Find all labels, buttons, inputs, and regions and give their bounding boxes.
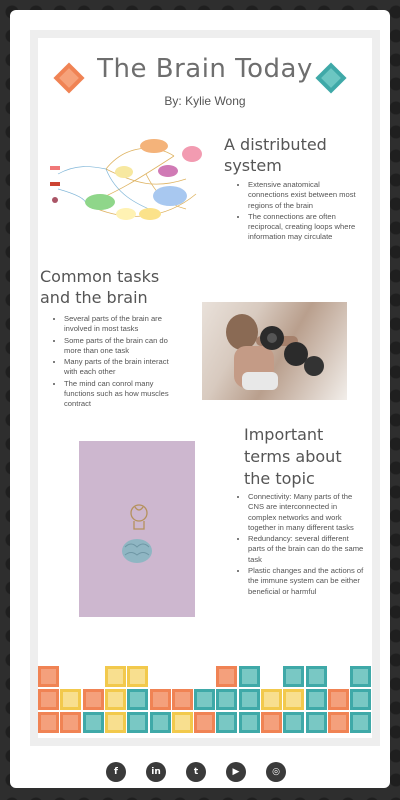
footer-tile bbox=[306, 666, 327, 687]
footer-tile bbox=[105, 666, 126, 687]
footer-tile bbox=[38, 712, 59, 733]
footer-tile bbox=[306, 689, 327, 710]
footer-tile bbox=[239, 689, 260, 710]
distributed-bullets bbox=[236, 180, 360, 244]
poster-title: The Brain Today bbox=[97, 54, 313, 84]
footer-tile bbox=[194, 689, 215, 710]
footer-tile bbox=[127, 689, 148, 710]
list-item: • The connections are often reciprocal, creating loops where information may circulate bbox=[248, 212, 360, 243]
footer-tile bbox=[283, 666, 304, 687]
youtube-icon[interactable]: ▶ bbox=[226, 762, 246, 782]
list-item: • Connectivity: Many parts of the CNS are interconnected in complex networks and work together in many different tasks bbox=[248, 492, 364, 533]
terms-bullets bbox=[236, 492, 364, 598]
list-item: • Some parts of the brain can do more than one task bbox=[64, 336, 176, 357]
footer-tile bbox=[60, 712, 81, 733]
poster-frame bbox=[30, 30, 380, 746]
footer-tile bbox=[127, 712, 148, 733]
tasks-bullets bbox=[52, 314, 176, 411]
footer-tile bbox=[216, 689, 237, 710]
twitter-icon[interactable]: t bbox=[186, 762, 206, 782]
terms-heading: Important terms about the topic bbox=[244, 425, 342, 488]
footer-tile bbox=[38, 689, 59, 710]
footer-tile bbox=[38, 666, 59, 687]
footer-tile bbox=[216, 666, 237, 687]
footer-tile bbox=[261, 689, 282, 710]
facebook-icon[interactable]: f bbox=[106, 762, 126, 782]
list-item: • Many parts of the brain interact with each other bbox=[64, 357, 176, 378]
footer-tile bbox=[216, 712, 237, 733]
footer-tile bbox=[239, 666, 260, 687]
footer-tile bbox=[60, 689, 81, 710]
footer-tile bbox=[350, 689, 371, 710]
footer-tile bbox=[172, 712, 193, 733]
poster-card bbox=[10, 10, 390, 788]
list-item: • Extensive anatomical connections exist between most regions of the brain bbox=[248, 180, 360, 211]
tasks-heading: Common tasks and the brain bbox=[40, 267, 160, 307]
footer-tile bbox=[105, 689, 126, 710]
footer-tile bbox=[127, 666, 148, 687]
footer-tile bbox=[283, 712, 304, 733]
lightbulb-brain-photo-image bbox=[79, 441, 195, 617]
footer-tile bbox=[150, 712, 171, 733]
list-item: • Redundancy: several different parts of the brain can do the same task bbox=[248, 534, 364, 565]
poster-byline: By: Kylie Wong bbox=[164, 94, 246, 108]
footer-tile bbox=[83, 689, 104, 710]
footer-tile bbox=[328, 712, 349, 733]
footer-tile bbox=[350, 666, 371, 687]
brain-network-diagram-image bbox=[46, 134, 210, 234]
list-item: • Several parts of the brain are involved in most tasks bbox=[64, 314, 176, 335]
footer-tile bbox=[239, 712, 260, 733]
footer-tile bbox=[194, 712, 215, 733]
footer-tile bbox=[172, 689, 193, 710]
linkedin-icon[interactable]: in bbox=[146, 762, 166, 782]
footer-tile bbox=[150, 689, 171, 710]
footer-tile bbox=[350, 712, 371, 733]
list-item: • The mind can conrol many functions such as how muscles contract bbox=[64, 379, 176, 410]
distributed-heading: A distributed system bbox=[224, 135, 327, 175]
footer-tile bbox=[306, 712, 327, 733]
footer-tile bbox=[328, 689, 349, 710]
instagram-icon[interactable]: ◎ bbox=[266, 762, 286, 782]
footer-tile bbox=[283, 689, 304, 710]
footer-tile bbox=[105, 712, 126, 733]
fitness-photo-image bbox=[202, 302, 347, 400]
footer-tile bbox=[83, 712, 104, 733]
tile-pattern-footer bbox=[38, 666, 372, 738]
poster-canvas bbox=[38, 38, 372, 738]
footer-tile bbox=[261, 712, 282, 733]
list-item: • Plastic changes and the actions of the immune system can be either beneficial or harmful bbox=[248, 566, 364, 597]
